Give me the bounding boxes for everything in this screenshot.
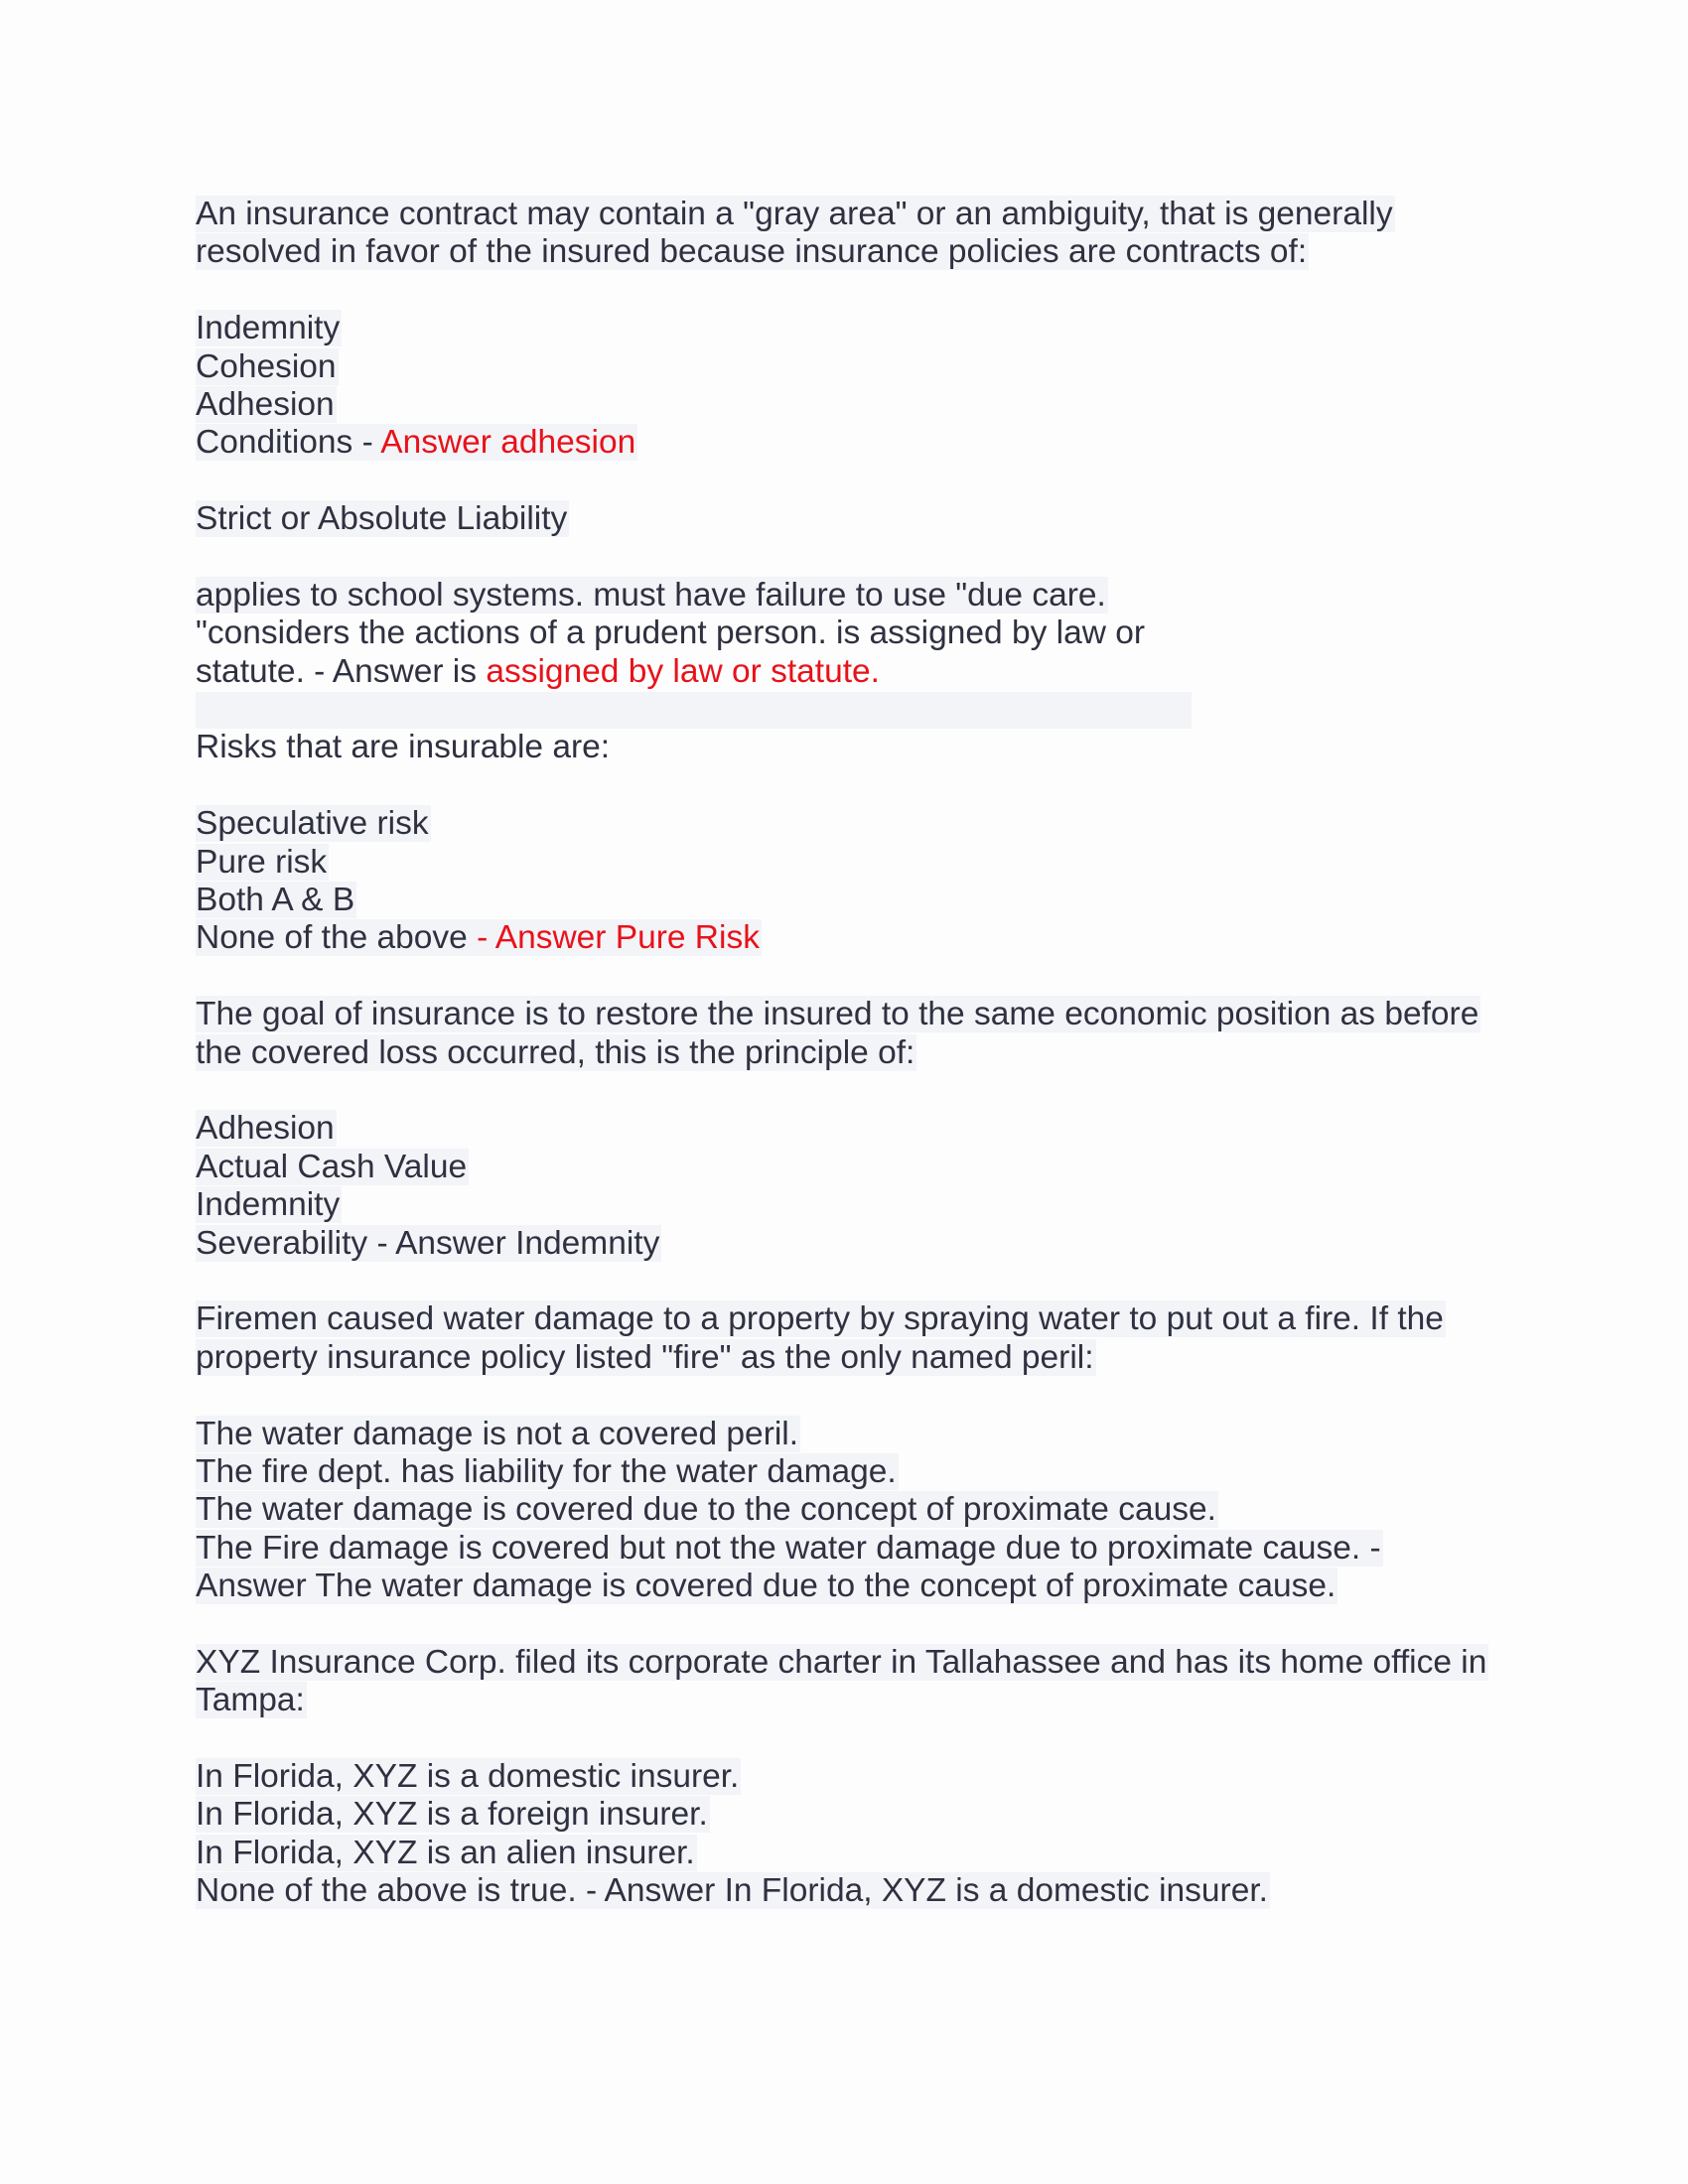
question-5 <box>196 1300 1506 1644</box>
answer-option: The Fire damage is covered but not the water damage due to proximate cause. - <box>196 1529 1381 1567</box>
answer-option: Adhesion <box>196 385 335 423</box>
question-stem-line: Strict or Absolute Liability <box>196 500 568 538</box>
answer-option: Indemnity <box>196 310 341 347</box>
question-3 <box>196 729 1506 996</box>
answer-option: Pure risk <box>196 843 328 881</box>
question-4 <box>196 996 1506 1300</box>
answer-option: Adhesion <box>196 1110 335 1148</box>
answer-option: None of the above is true. - Answer In Florida, XYZ is a domestic insurer. <box>196 1872 1268 1910</box>
answer-option: The water damage is not a covered peril. <box>196 1415 799 1452</box>
question-body-line <box>196 653 880 690</box>
answer-option: Actual Cash Value <box>196 1148 468 1185</box>
answer-option: In Florida, XYZ is a foreign insurer. <box>196 1796 708 1834</box>
answer-option: In Florida, XYZ is an alien insurer. <box>196 1834 695 1871</box>
answer-option: Severability - Answer Indemnity <box>196 1224 660 1262</box>
question-body-line: "considers the actions of a prudent person. is assigned by law or <box>196 614 1146 652</box>
answer-option <box>196 919 762 956</box>
correct-answer: assigned by law or statute. <box>486 652 880 690</box>
question-stem-line: resolved in favor of the insured because insurance policies are contracts of: <box>196 233 1308 271</box>
question-stem-line: the covered loss occurred, this is the principle of: <box>196 1033 915 1071</box>
question-stem-line: Risks that are insurable are: <box>196 729 611 766</box>
question-stem-line: XYZ Insurance Corp. filed its corporate charter in Tallahassee and has its home office in <box>196 1643 1487 1681</box>
question-6 <box>196 1644 1506 1911</box>
answer-prefix: statute. - Answer is <box>196 652 487 690</box>
question-stem-line: Tampa: <box>196 1682 305 1719</box>
answer-option: Cohesion <box>196 347 337 385</box>
question-stem-line: The goal of insurance is to restore the insured to the same economic position as before <box>196 996 1479 1033</box>
question-stem-line: Firemen caused water damage to a property by spraying water to put out a fire. If the <box>196 1300 1444 1338</box>
answer-option: The fire dept. has liability for the water damage. <box>196 1452 897 1490</box>
answer-option <box>196 424 637 461</box>
document-page <box>196 196 1506 1911</box>
correct-answer: Answer adhesion <box>380 424 636 462</box>
correct-answer: - Answer Pure Risk <box>477 919 760 957</box>
question-1 <box>196 196 1506 500</box>
answer-option-text: None of the above <box>196 919 478 957</box>
answer-option: The water damage is covered due to the concept of proximate cause. <box>196 1491 1216 1529</box>
question-2 <box>196 500 1506 729</box>
answer-option: Indemnity <box>196 1186 341 1224</box>
answer-option-text: Conditions - <box>196 424 381 462</box>
answer-option: Answer The water damage is covered due to the concept of proximate cause. <box>196 1568 1336 1605</box>
question-body-line: applies to school systems. must have failure to use "due care. <box>196 576 1106 614</box>
answer-option: In Florida, XYZ is a domestic insurer. <box>196 1758 740 1796</box>
question-stem-line: property insurance policy listed "fire" as the only named peril: <box>196 1338 1094 1376</box>
answer-option: Both A & B <box>196 882 355 919</box>
question-stem-line: An insurance contract may contain a "gray area" or an ambiguity, that is generally <box>196 196 1393 232</box>
answer-option: Speculative risk <box>196 805 429 843</box>
